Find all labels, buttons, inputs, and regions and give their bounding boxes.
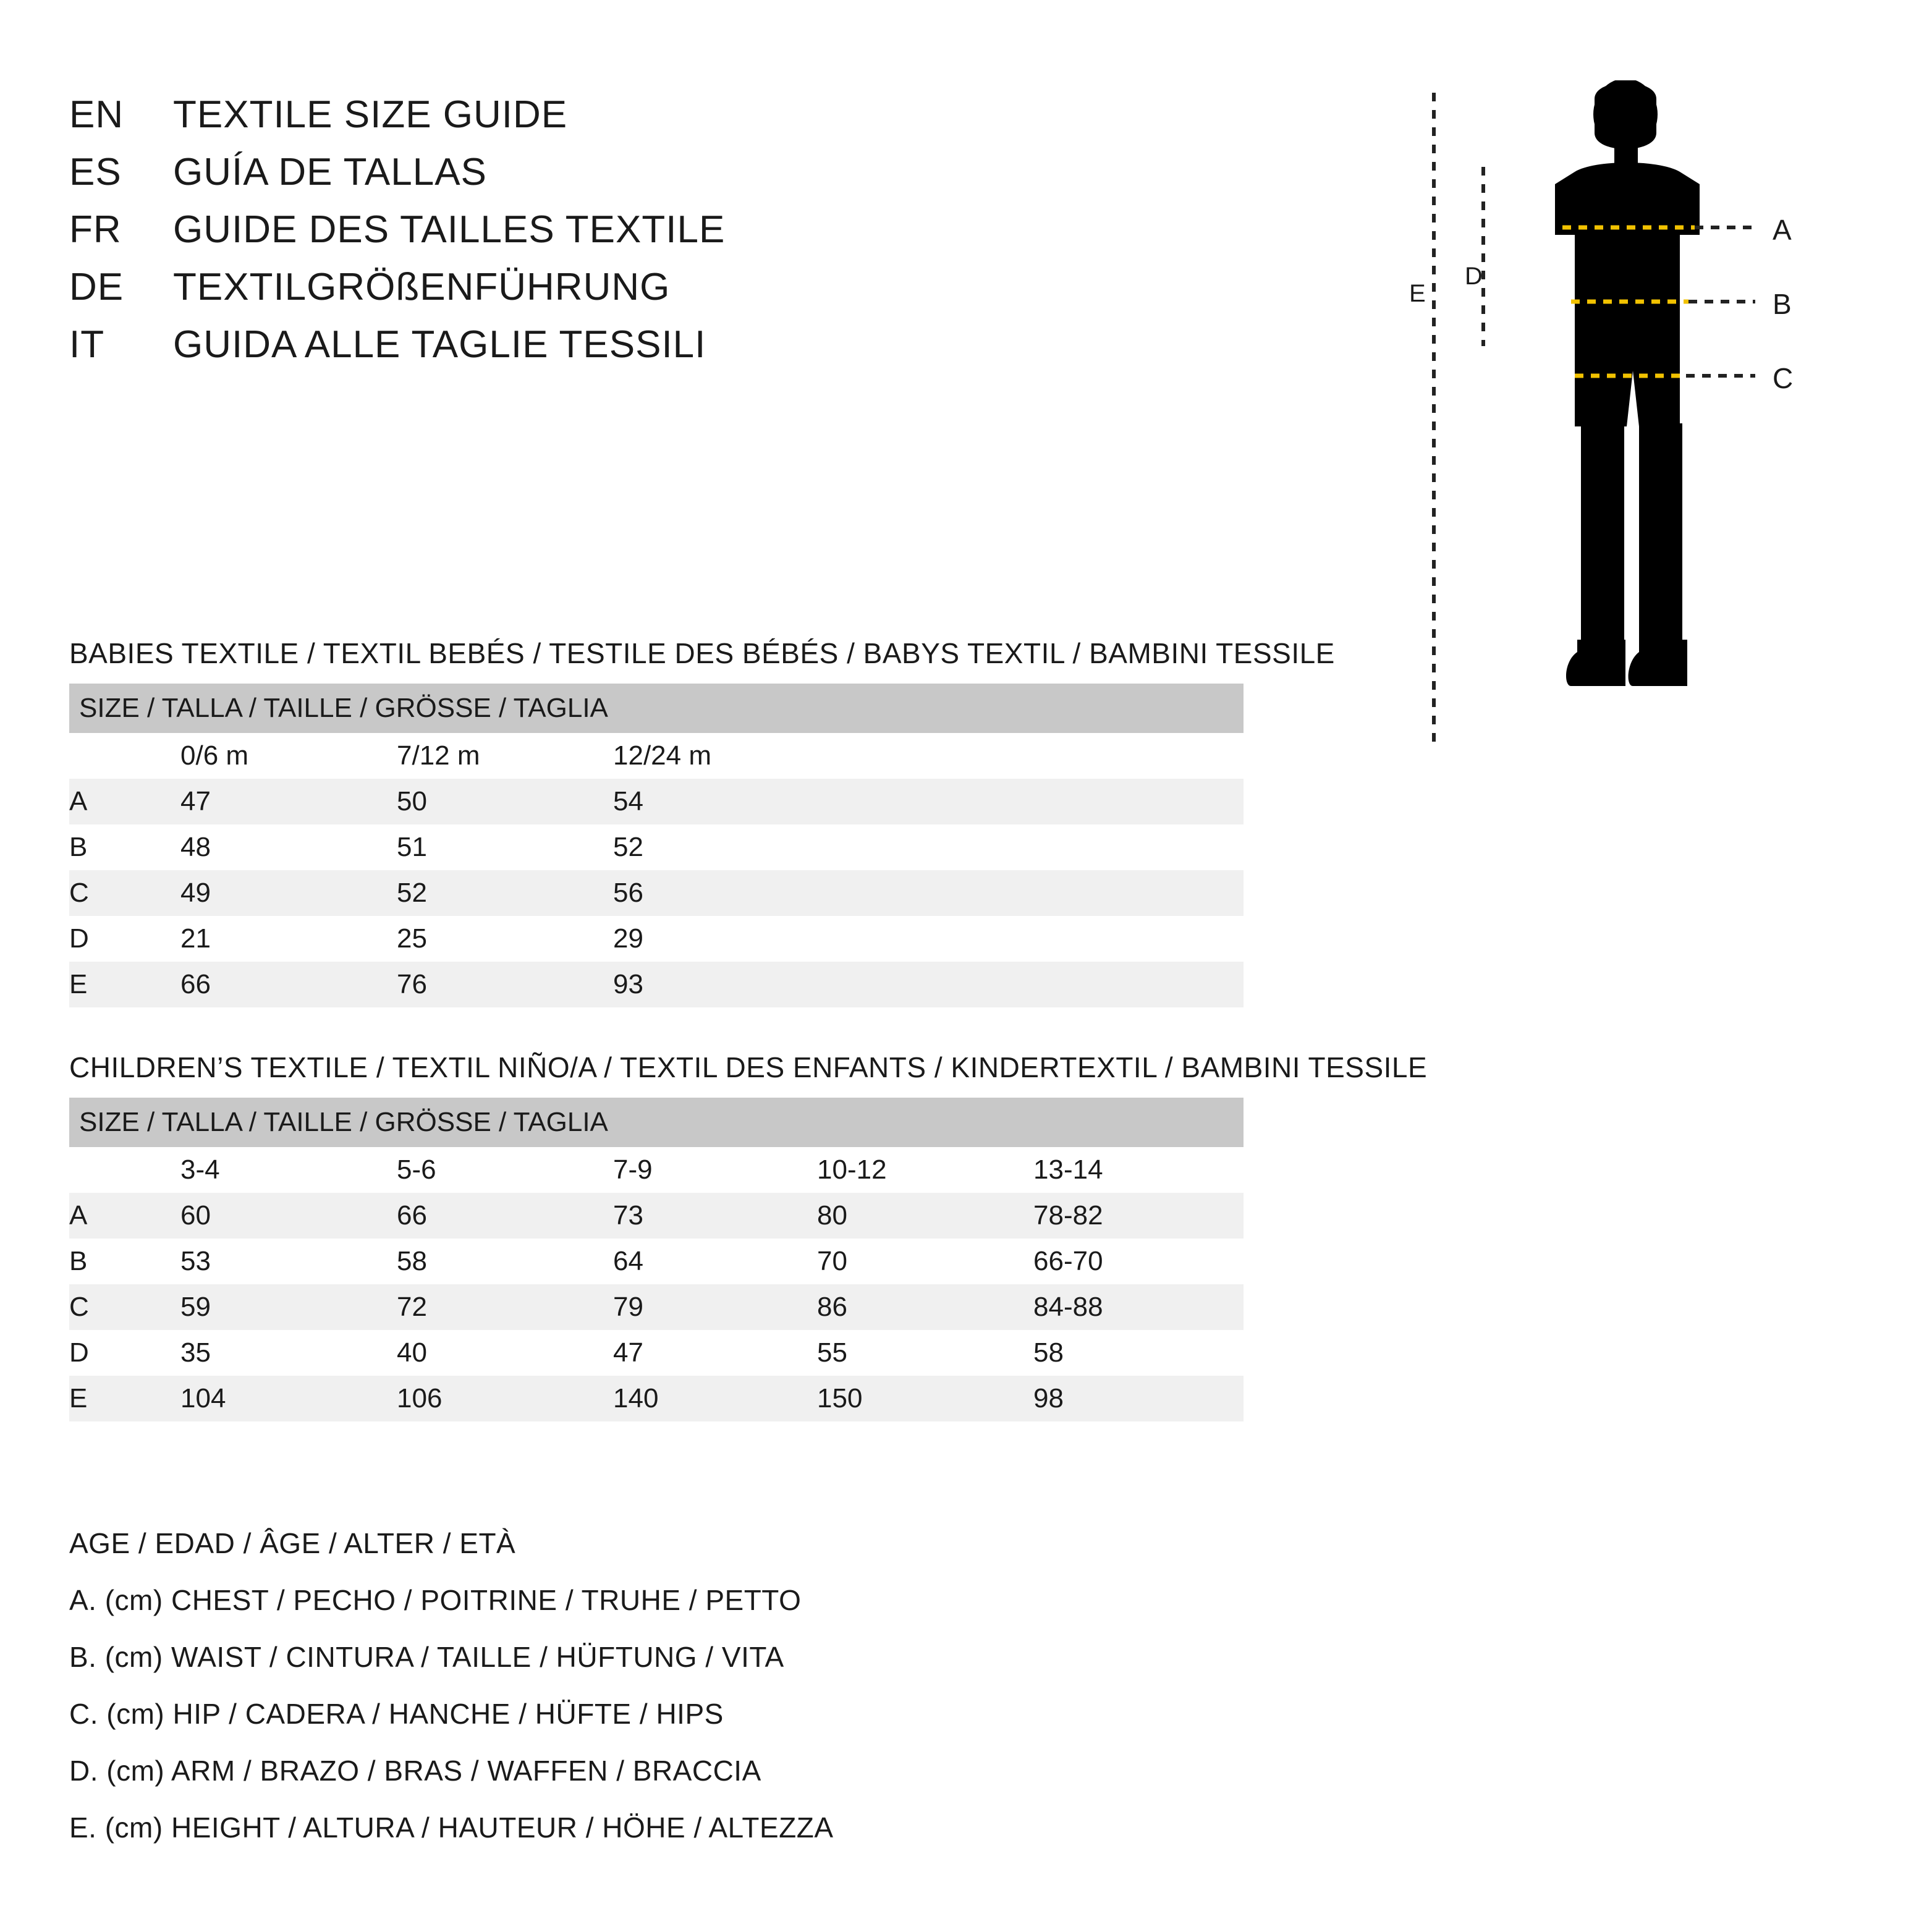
children-cell-a-0: 60: [180, 1193, 397, 1239]
children-cell-d-1: 40: [397, 1330, 613, 1376]
children-cell-b-1: 58: [397, 1239, 613, 1284]
children-cell-b-3: 70: [817, 1239, 1033, 1284]
babies-cell-a-1: 50: [397, 779, 613, 824]
babies-row-label-c: C: [69, 870, 180, 916]
babies-cell-e-1: 76: [397, 962, 613, 1007]
babies-size-table: [69, 684, 1244, 1007]
table-row: [69, 916, 1244, 962]
babies-cell-b-1: 51: [397, 824, 613, 870]
children-cell-e-4: 98: [1033, 1376, 1244, 1421]
children-col-2: 7-9: [613, 1147, 817, 1193]
title-block: [69, 93, 934, 380]
children-cell-c-0: 59: [180, 1284, 397, 1330]
legend-line-b: B. (cm) WAIST / CINTURA / TAILLE / HÜFTUNG / VITA: [69, 1641, 784, 1673]
table-row: [69, 1193, 1244, 1239]
children-cell-e-0: 104: [180, 1376, 397, 1421]
babies-col-2: 12/24 m: [613, 733, 1244, 779]
legend-line-a: A. (cm) CHEST / PECHO / POITRINE / TRUHE / PETTO: [69, 1584, 802, 1616]
title-text-es: GUÍA DE TALLAS: [173, 151, 487, 193]
children-cell-d-2: 47: [613, 1330, 817, 1376]
babies-cell-e-0: 66: [180, 962, 397, 1007]
title-row-fr: [69, 208, 934, 252]
children-cell-c-2: 79: [613, 1284, 817, 1330]
children-row-label-c: C: [69, 1284, 180, 1330]
children-cell-a-1: 66: [397, 1193, 613, 1239]
babies-heading: BABIES TEXTILE / TEXTIL BEBÉS / TESTILE DES BÉBÉS / BABYS TEXTIL / BAMBINI TESSILE: [69, 637, 1335, 669]
figure-label-d: D: [1465, 263, 1483, 290]
babies-col-0: 0/6 m: [180, 733, 397, 779]
children-row-label-d: D: [69, 1330, 180, 1376]
children-cell-c-4: 84-88: [1033, 1284, 1244, 1330]
children-col-1: 5-6: [397, 1147, 613, 1193]
children-row-label-e: E: [69, 1376, 180, 1421]
table-row: [69, 1330, 1244, 1376]
children-cell-a-4: 78-82: [1033, 1193, 1244, 1239]
empty-corner-cell: [69, 733, 180, 779]
babies-cell-c-2: 56: [613, 870, 1244, 916]
babies-col-1: 7/12 m: [397, 733, 613, 779]
babies-cell-d-0: 21: [180, 916, 397, 962]
children-table-header: SIZE / TALLA / TAILLE / GRÖSSE / TAGLIA: [69, 1098, 1244, 1147]
babies-section: [69, 637, 1335, 1007]
babies-row-label-e: E: [69, 962, 180, 1007]
children-col-4: 13-14: [1033, 1147, 1244, 1193]
babies-row-label-d: D: [69, 916, 180, 962]
children-cell-b-4: 66-70: [1033, 1239, 1244, 1284]
measurement-figure: [1409, 80, 1866, 766]
table-row: [69, 1284, 1244, 1330]
babies-row-label-a: A: [69, 779, 180, 824]
legend-block: [69, 1527, 1244, 1868]
children-cell-e-1: 106: [397, 1376, 613, 1421]
babies-cell-b-2: 52: [613, 824, 1244, 870]
babies-cell-c-1: 52: [397, 870, 613, 916]
table-column-row: [69, 1147, 1244, 1193]
babies-cell-e-2: 93: [613, 962, 1244, 1007]
title-row-it: [69, 323, 934, 366]
babies-cell-d-2: 29: [613, 916, 1244, 962]
title-row-es: [69, 150, 934, 194]
children-cell-d-3: 55: [817, 1330, 1033, 1376]
table-row: [69, 824, 1244, 870]
figure-label-b: B: [1773, 288, 1792, 320]
table-header-row: [69, 684, 1244, 733]
legend-line-c: C. (cm) HIP / CADERA / HANCHE / HÜFTE / HIPS: [69, 1698, 724, 1730]
children-cell-b-2: 64: [613, 1239, 817, 1284]
table-row: [69, 962, 1244, 1007]
babies-row-label-b: B: [69, 824, 180, 870]
children-cell-c-1: 72: [397, 1284, 613, 1330]
title-lang-es: ES: [69, 151, 122, 193]
title-row-de: [69, 265, 934, 309]
babies-table-header: SIZE / TALLA / TAILLE / GRÖSSE / TAGLIA: [69, 684, 1244, 733]
empty-corner-cell: [69, 1147, 180, 1193]
legend-line-d: D. (cm) ARM / BRAZO / BRAS / WAFFEN / BRACCIA: [69, 1755, 761, 1787]
title-text-de: TEXTILGRÖßENFÜHRUNG: [173, 266, 671, 308]
babies-cell-a-0: 47: [180, 779, 397, 824]
legend-line-age: AGE / EDAD / ÂGE / ALTER / ETÀ: [69, 1527, 516, 1559]
title-row-en: [69, 93, 934, 137]
children-col-0: 3-4: [180, 1147, 397, 1193]
table-row: [69, 1376, 1244, 1421]
table-row: [69, 870, 1244, 916]
children-cell-d-0: 35: [180, 1330, 397, 1376]
title-lang-fr: FR: [69, 208, 122, 251]
children-cell-b-0: 53: [180, 1239, 397, 1284]
children-cell-c-3: 86: [817, 1284, 1033, 1330]
babies-cell-a-2: 54: [613, 779, 1244, 824]
table-column-row: [69, 733, 1244, 779]
children-cell-d-4: 58: [1033, 1330, 1244, 1376]
title-lang-en: EN: [69, 93, 124, 136]
children-section: [69, 1051, 1428, 1421]
babies-cell-b-0: 48: [180, 824, 397, 870]
children-cell-e-2: 140: [613, 1376, 817, 1421]
figure-label-e: E: [1409, 280, 1426, 307]
figure-label-c: C: [1773, 362, 1794, 394]
title-lang-de: DE: [69, 266, 124, 308]
babies-cell-c-0: 49: [180, 870, 397, 916]
table-row: [69, 779, 1244, 824]
children-col-3: 10-12: [817, 1147, 1033, 1193]
child-silhouette-icon: [1555, 80, 1700, 686]
table-header-row: [69, 1098, 1244, 1147]
children-cell-a-2: 73: [613, 1193, 817, 1239]
children-cell-a-3: 80: [817, 1193, 1033, 1239]
children-row-label-a: A: [69, 1193, 180, 1239]
children-size-table: [69, 1098, 1244, 1421]
children-row-label-b: B: [69, 1239, 180, 1284]
title-text-it: GUIDA ALLE TAGLIE TESSILI: [173, 323, 706, 366]
title-lang-it: IT: [69, 323, 105, 366]
title-text-en: TEXTILE SIZE GUIDE: [173, 93, 568, 136]
legend-line-e: E. (cm) HEIGHT / ALTURA / HAUTEUR / HÖHE / ALTEZZA: [69, 1811, 834, 1844]
babies-cell-d-1: 25: [397, 916, 613, 962]
table-row: [69, 1239, 1244, 1284]
title-text-fr: GUIDE DES TAILLES TEXTILE: [173, 208, 726, 251]
children-cell-e-3: 150: [817, 1376, 1033, 1421]
children-heading: CHILDREN’S TEXTILE / TEXTIL NIÑO/A / TEXTIL DES ENFANTS / KINDERTEXTIL / BAMBINI TESSILE: [69, 1051, 1428, 1083]
figure-label-a: A: [1773, 214, 1792, 246]
